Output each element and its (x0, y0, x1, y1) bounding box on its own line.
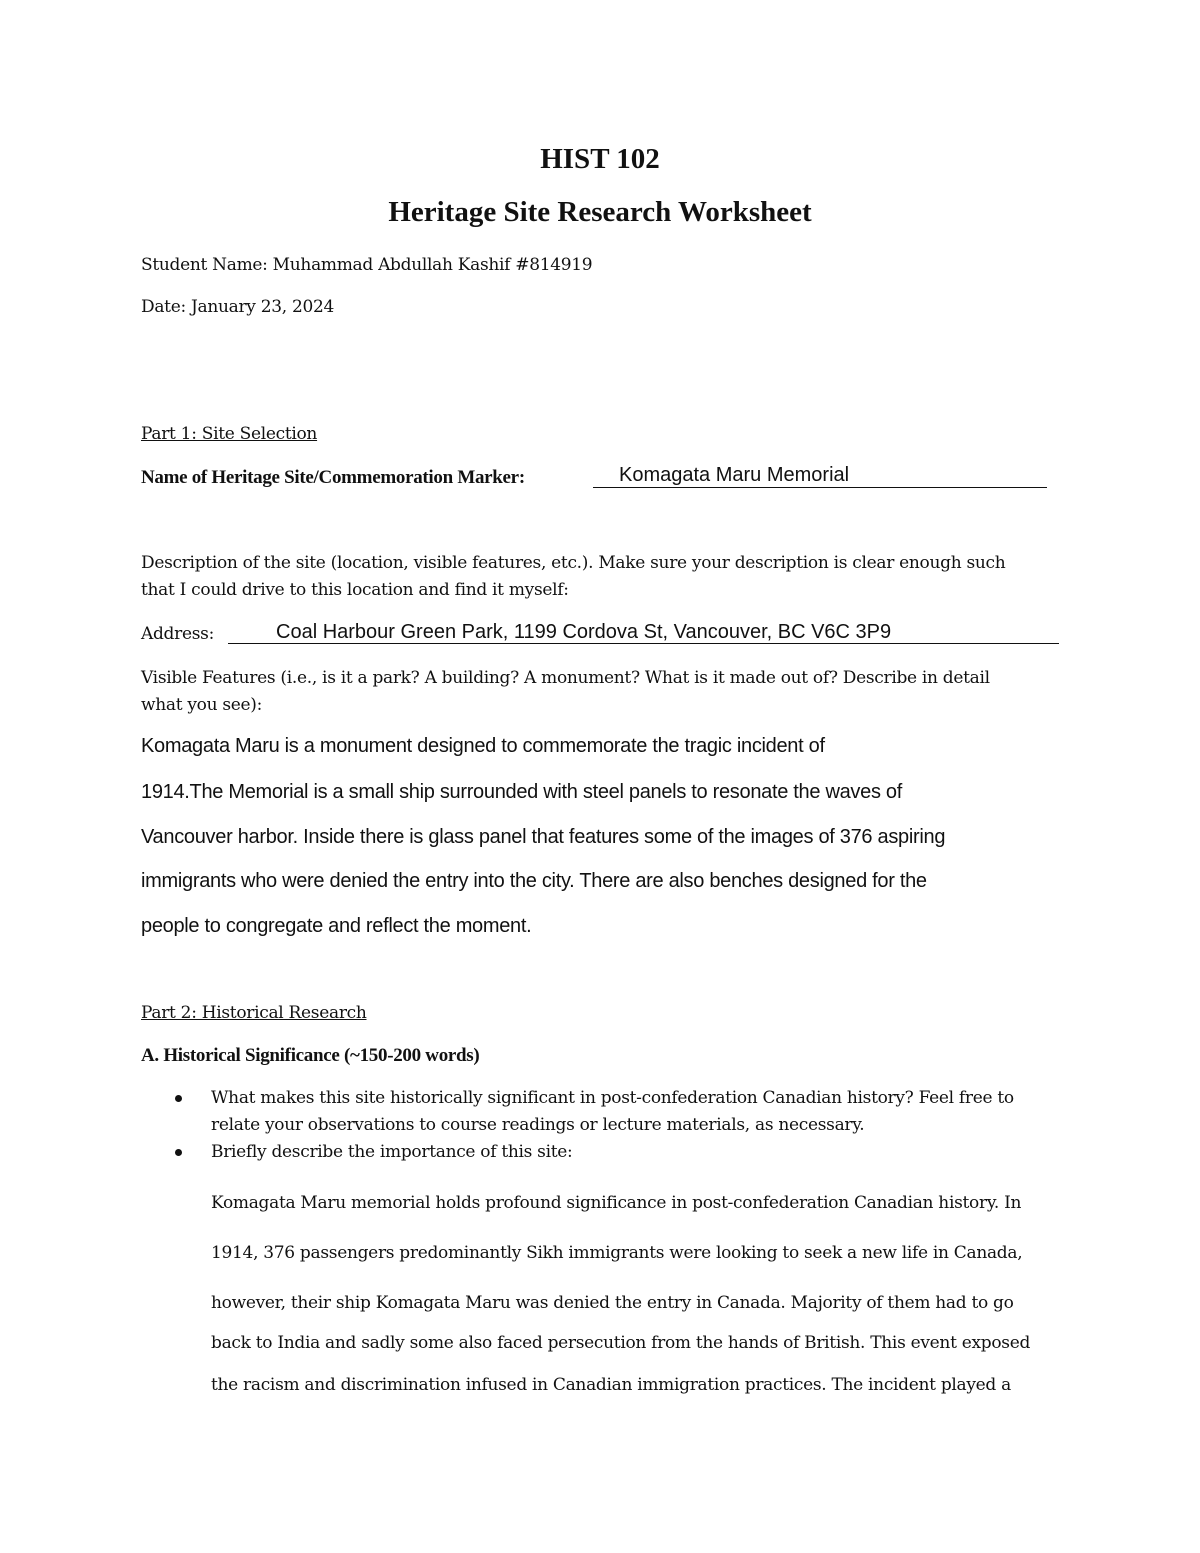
bullet-icon (175, 1095, 182, 1102)
address-value: Coal Harbour Green Park, 1199 Cordova St, Vancouver, BC V6C 3P9 (276, 621, 892, 643)
significance-answer-line-5: the racism and discrimination infused in Canadian immigration practices. The incident played a (211, 1375, 1011, 1395)
address-label: Address: (141, 624, 215, 644)
date-line: Date: January 23, 2024 (141, 297, 335, 317)
page-title: Heritage Site Research Worksheet (388, 196, 812, 228)
features-answer-line-1: Komagata Maru is a monument designed to commemorate the tragic incident of (141, 735, 825, 757)
part2-heading: Part 2: Historical Research (141, 1003, 367, 1023)
features-prompt-line-1: Visible Features (i.e., is it a park? A building? A monument? What is it made out of? Describe in detail (141, 668, 990, 688)
significance-answer-line-3: however, their ship Komagata Maru was denied the entry in Canada. Majority of them had to go (211, 1293, 1014, 1313)
significance-answer-line-4: back to India and sadly some also faced persecution from the hands of British. This event exposed (211, 1333, 1031, 1353)
site-name-underline (593, 487, 1047, 488)
student-name: Student Name: Muhammad Abdullah Kashif #814919 (141, 255, 593, 275)
features-prompt-line-2: what you see): (141, 695, 263, 715)
course-code: HIST 102 (540, 143, 660, 175)
significance-answer-line-1: Komagata Maru memorial holds profound significance in post-confederation Canadian history. In (211, 1193, 1022, 1213)
significance-answer-line-2: 1914, 376 passengers predominantly Sikh immigrants were looking to seek a new life in Canada, (211, 1243, 1023, 1263)
address-underline (228, 643, 1059, 644)
part1-heading: Part 1: Site Selection (141, 424, 318, 444)
features-answer-line-5: people to congregate and reflect the moment. (141, 915, 532, 937)
features-answer-line-4: immigrants who were denied the entry into the city. There are also benches designed for the (141, 870, 927, 892)
site-name-label: Name of Heritage Site/Commemoration Marker: (141, 467, 525, 488)
site-name-value: Komagata Maru Memorial (619, 464, 850, 486)
section-a-heading: A. Historical Significance (~150-200 words) (141, 1045, 480, 1066)
description-prompt-line-2: that I could drive to this location and find it myself: (141, 580, 569, 600)
bullet-1-line-1: What makes this site historically significant in post-confederation Canadian history? Feel free to (211, 1088, 1014, 1108)
description-prompt-line-1: Description of the site (location, visible features, etc.). Make sure your description is clear enough such (141, 553, 1006, 573)
bullet-2-line-1: Briefly describe the importance of this site: (211, 1142, 573, 1162)
bullet-1-line-2: relate your observations to course readings or lecture materials, as necessary. (211, 1115, 865, 1135)
features-answer-line-3: Vancouver harbor. Inside there is glass panel that features some of the images of 376 aspiring (141, 826, 946, 848)
features-answer-line-2: 1914.The Memorial is a small ship surrounded with steel panels to resonate the waves of (141, 781, 902, 803)
bullet-icon (175, 1149, 182, 1156)
